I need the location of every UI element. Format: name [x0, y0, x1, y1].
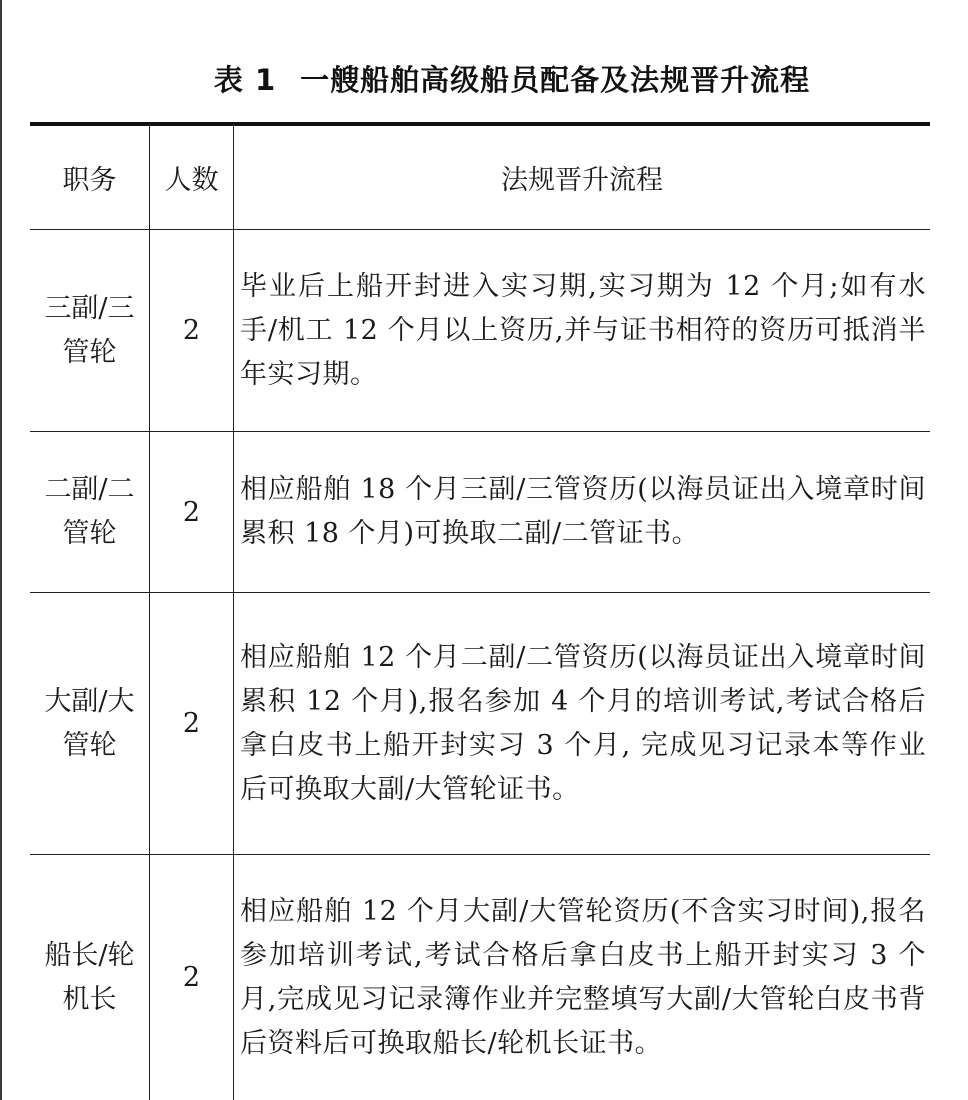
row-count: 2: [182, 496, 201, 528]
table-caption: [0, 58, 968, 99]
row-process: 相应船舶 18 个月三副/三管资历(以海员证出入境章时间累积 18 个月)可换取二副/二管证书。: [240, 474, 926, 549]
header-duty: 职务: [62, 165, 117, 196]
row-process: 相应船舶 12 个月大副/大管轮资历(不含实习时间),报名参加培训考试,考试合格后拿白皮书上船开封实习 3 个月,完成见习记录簿作业并完整填写大副/大管轮白皮书背后资料后可换取船长/轮机长证书。: [240, 895, 926, 1059]
row-duty: 大副/大管轮: [44, 685, 135, 761]
row-count: 2: [182, 962, 201, 993]
row-process: 相应船舶 12 个月二副/二管资历(以海员证出入境章时间累积 12 个月),报名参加 4 个月的培训考试,考试合格后拿白皮书上船开封实习 3 个月, 完成见习记录本等作业后可换取大副/大管轮证书。: [240, 641, 926, 805]
row-duty: 三副/三管轮: [44, 292, 135, 368]
row-duty: 船长/轮机长: [44, 939, 135, 1015]
page-left-border: [0, 0, 2, 1100]
row-count: 2: [182, 315, 201, 346]
header-process: 法规晋升流程: [501, 165, 663, 196]
table-title: 一艘船舶高级船员配备及法规晋升流程: [300, 63, 811, 97]
row-process: 毕业后上船开封进入实习期,实习期为 12 个月;如有水手/机工 12 个月以上资历,并与证书相符的资历可抵消半年实习期。: [240, 270, 926, 390]
row-count: 2: [182, 708, 201, 739]
row-duty: 二副/二管轮: [44, 474, 135, 549]
header-count: 人数: [164, 165, 219, 196]
table-number: 表 1: [213, 63, 277, 97]
